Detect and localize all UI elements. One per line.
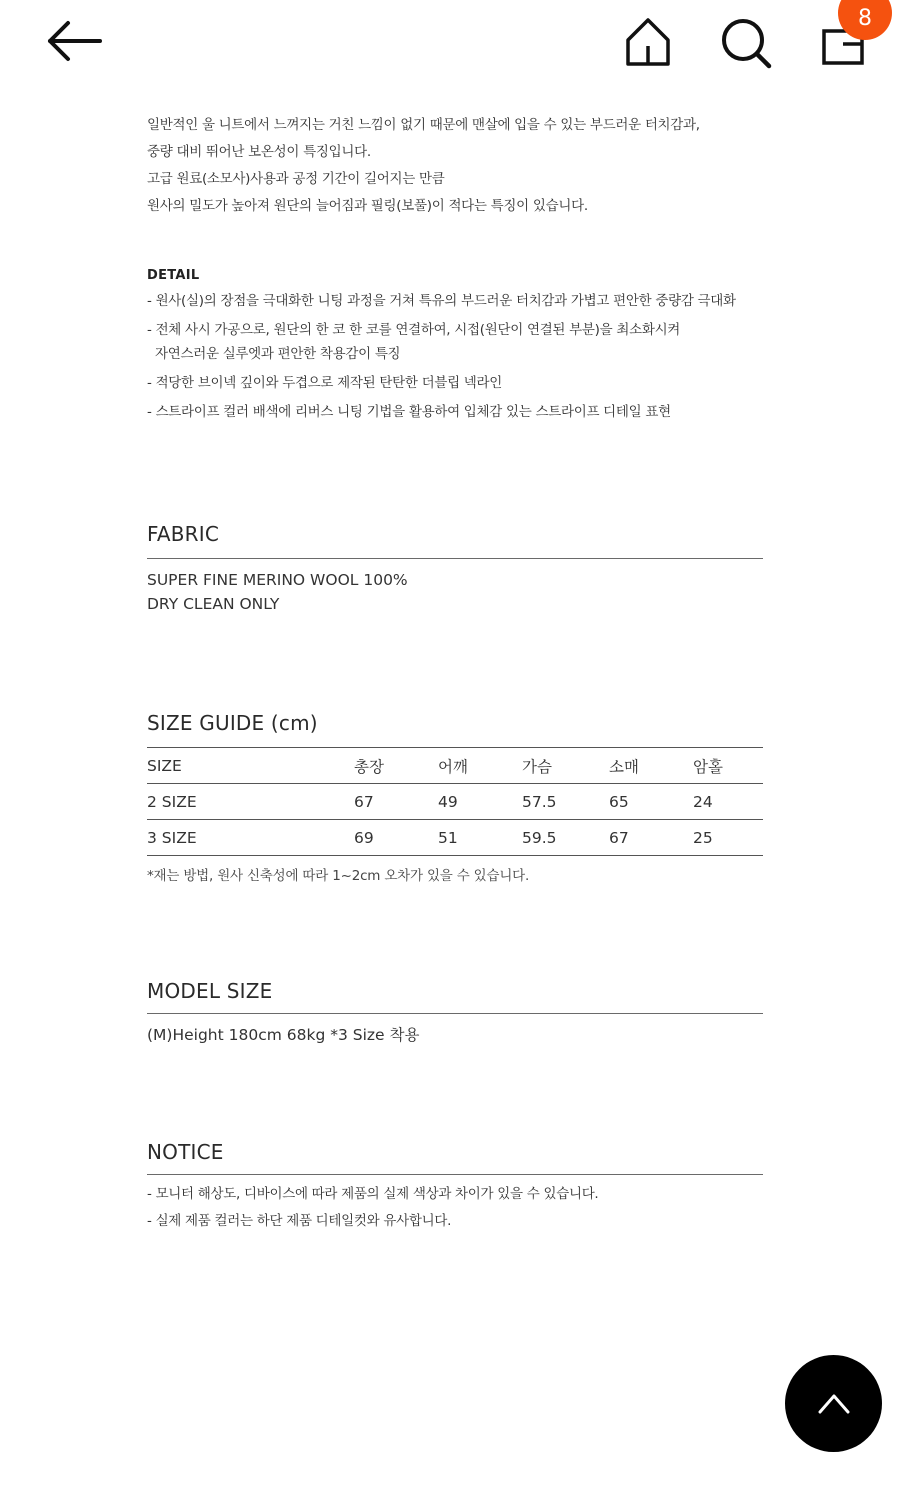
table-header-row bbox=[147, 748, 763, 784]
table-cell: 25 bbox=[693, 820, 763, 856]
back-button[interactable] bbox=[44, 18, 104, 64]
size-note: *재는 방법, 원사 신축성에 따라 1~2cm 오차가 있을 수 있습니다. bbox=[147, 868, 530, 884]
table-cell: 24 bbox=[693, 784, 763, 820]
table-cell: 67 bbox=[609, 820, 693, 856]
table-row bbox=[147, 820, 763, 856]
chevron-up-icon bbox=[814, 1384, 854, 1424]
fabric-line: SUPER FINE MERINO WOOL 100% bbox=[147, 571, 408, 589]
table-cell: 3 SIZE bbox=[147, 820, 354, 856]
notice-list bbox=[147, 1181, 763, 1235]
table-cell: 51 bbox=[438, 820, 522, 856]
column-header: 어깨 bbox=[438, 748, 522, 784]
description-line: 원사의 밀도가 높아져 원단의 늘어짐과 필링(보풀)이 적다는 특징이 있습니다. bbox=[147, 198, 588, 214]
table-row bbox=[147, 784, 763, 820]
description-line: 일반적인 울 니트에서 느껴지는 거친 느낌이 없기 때문에 맨살에 입을 수 있는 부드러운 터치감과, bbox=[147, 117, 700, 133]
column-header: 가슴 bbox=[522, 748, 609, 784]
fabric-line: DRY CLEAN ONLY bbox=[147, 595, 280, 613]
table-cell: 67 bbox=[354, 784, 438, 820]
table-cell: 57.5 bbox=[522, 784, 609, 820]
detail-item: - 적당한 브이넥 깊이와 두겹으로 제작된 탄탄한 더블립 넥라인 bbox=[147, 375, 503, 391]
description-line: 고급 원료(소모사)사용과 공정 기간이 길어지는 만큼 bbox=[147, 171, 445, 187]
model-size-text: (M)Height 180cm 68kg *3 Size 착용 bbox=[147, 1026, 420, 1044]
table-cell: 2 SIZE bbox=[147, 784, 354, 820]
model-size-title: MODEL SIZE bbox=[147, 979, 273, 1003]
detail-item-continued: 자연스러운 실루엣과 편안한 착용감이 특징 bbox=[155, 346, 401, 362]
detail-section bbox=[147, 268, 763, 429]
column-header: 소매 bbox=[609, 748, 693, 784]
home-button[interactable] bbox=[622, 16, 674, 68]
column-header: 암홀 bbox=[693, 748, 763, 784]
detail-item: - 스트라이프 컬러 배색에 리버스 니팅 기법을 활용하여 입체감 있는 스트라이프 디테일 표현 bbox=[147, 404, 671, 420]
divider bbox=[147, 1013, 763, 1014]
fabric-section bbox=[147, 522, 763, 616]
size-guide-title: SIZE GUIDE (cm) bbox=[147, 711, 318, 735]
detail-item: - 원사(실)의 장점을 극대화한 니팅 과정을 거쳐 특유의 부드러운 터치감과 가볍고 편안한 중량감 극대화 bbox=[147, 293, 736, 309]
search-button[interactable] bbox=[718, 14, 774, 70]
table-cell: 59.5 bbox=[522, 820, 609, 856]
notice-title: NOTICE bbox=[147, 1140, 224, 1164]
column-header: SIZE bbox=[147, 748, 354, 784]
top-bar bbox=[0, 0, 910, 90]
detail-item: - 전체 사시 가공으로, 원단의 한 코 한 코를 연결하여, 시접(원단이 연결된 부분)을 최소화시켜 bbox=[147, 322, 681, 338]
size-guide-section bbox=[147, 711, 763, 884]
divider bbox=[147, 558, 763, 559]
product-description bbox=[147, 112, 763, 220]
size-table bbox=[147, 747, 763, 856]
divider bbox=[147, 1174, 763, 1175]
notice-item: - 모니터 해상도, 디바이스에 따라 제품의 실제 색상과 차이가 있을 수 있습니다. bbox=[147, 1186, 599, 1202]
scroll-to-top-button[interactable] bbox=[785, 1355, 882, 1452]
detail-list bbox=[147, 289, 763, 424]
cart-count-badge: 8 bbox=[838, 0, 892, 40]
arrow-left-icon bbox=[44, 18, 104, 64]
table-cell: 49 bbox=[438, 784, 522, 820]
table-cell: 69 bbox=[354, 820, 438, 856]
home-icon bbox=[622, 16, 674, 68]
fabric-title: FABRIC bbox=[147, 522, 220, 546]
column-header: 총장 bbox=[354, 748, 438, 784]
description-line: 중량 대비 뛰어난 보온성이 특징입니다. bbox=[147, 144, 371, 160]
search-icon bbox=[718, 14, 774, 70]
detail-title: DETAIL bbox=[147, 268, 200, 283]
notice-section bbox=[147, 1140, 763, 1235]
notice-item: - 실제 제품 컬러는 하단 제품 디테일컷와 유사합니다. bbox=[147, 1213, 452, 1229]
table-cell: 65 bbox=[609, 784, 693, 820]
model-size-section bbox=[147, 979, 763, 1047]
